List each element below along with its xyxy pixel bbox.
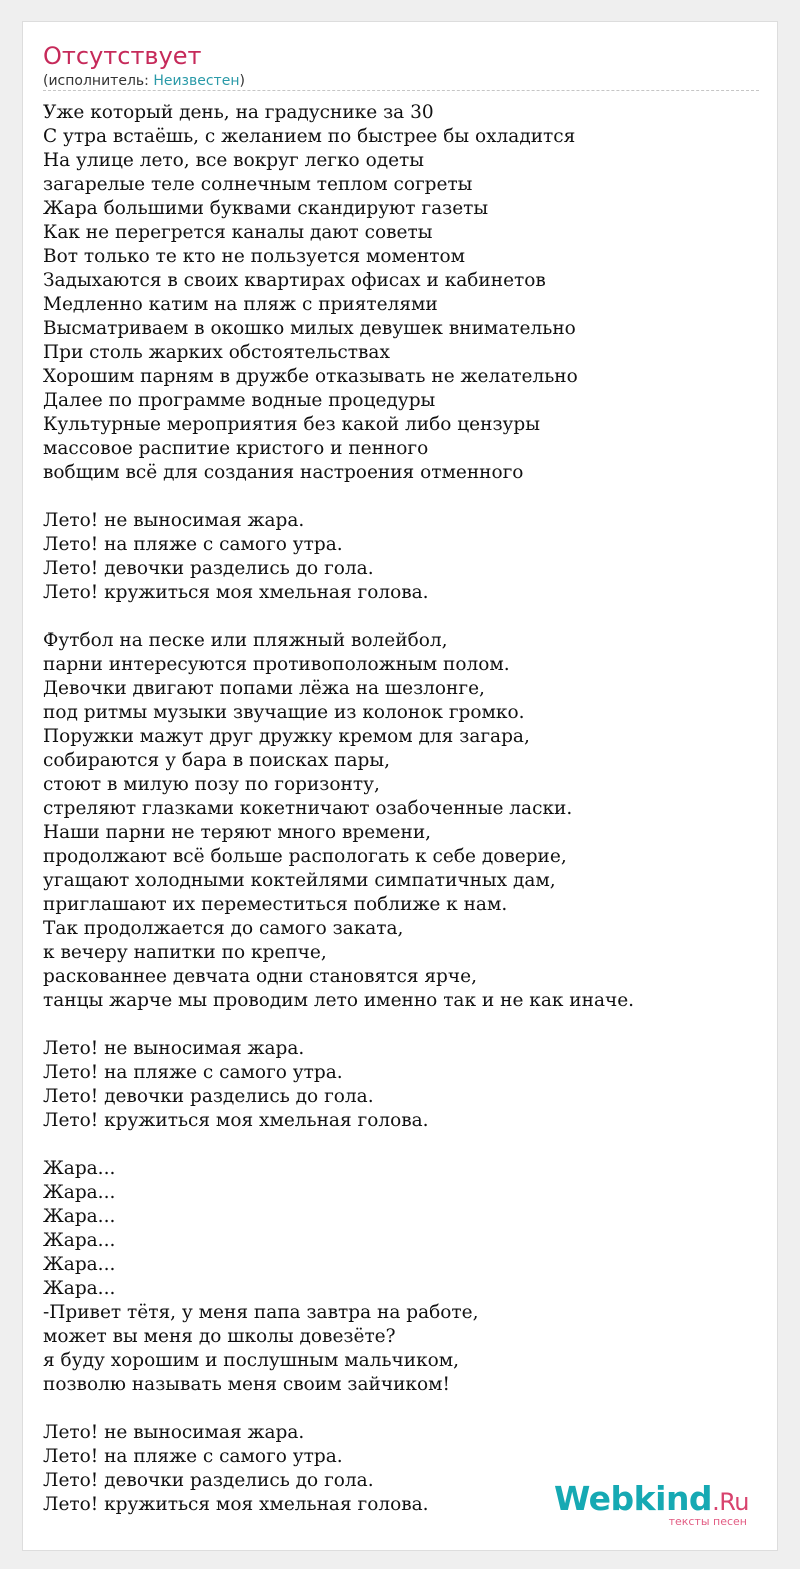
lyric-line: парни интересуются противоположным полом. <box>43 654 510 675</box>
stanza-break <box>43 605 759 629</box>
lyric-line: продолжают всё больше распологать к себе доверие, <box>43 846 567 867</box>
lyric-line: под ритмы музыки звучащие из колонок громко. <box>43 702 525 723</box>
lyric-line: я буду хорошим и послушным мальчиком, <box>43 1350 460 1371</box>
stanza-break <box>43 485 759 509</box>
artist-suffix: ) <box>239 73 245 89</box>
stanza-break <box>43 1133 759 1157</box>
lyric-line: -Привет тётя, у меня папа завтра на работе, <box>43 1302 479 1323</box>
lyric-line: танцы жарче мы проводим лето именно так и не как иначе. <box>43 990 635 1011</box>
logo-tld: .Ru <box>712 1488 749 1516</box>
lyric-line: может вы меня до школы довезёте? <box>43 1326 396 1347</box>
lyric-line: Лето! не выносимая жара. <box>43 510 305 531</box>
song-title: Отсутствует <box>43 42 202 70</box>
lyric-line: Так продолжается до самого заката, <box>43 918 404 939</box>
lyric-line: Лето! кружиться моя хмельная голова. <box>43 1494 429 1515</box>
stanza-break <box>43 1013 759 1037</box>
lyric-line: Поружки мажут друг дружку кремом для загара, <box>43 726 530 747</box>
artist-line <box>43 72 245 90</box>
lyric-line: Лето! девочки разделись до гола. <box>43 1470 374 1491</box>
lyric-line: загарелые теле солнечным теплом согреты <box>43 174 473 195</box>
lyric-line: Хорошим парням в дружбе отказывать не желательно <box>43 366 578 387</box>
lyric-line: к вечеру напитки по крепче, <box>43 942 327 963</box>
lyric-line: Лето! на пляже с самого утра. <box>43 1062 343 1083</box>
artist-link[interactable]: Неизвестен <box>153 73 240 89</box>
site-logo[interactable] <box>554 1481 749 1528</box>
lyric-line: Жара... <box>43 1206 116 1227</box>
lyric-line: вобщим всё для создания настроения отменного <box>43 462 524 483</box>
lyric-line: При столь жарких обстоятельствах <box>43 342 390 363</box>
lyric-line: Уже который день, на градуснике за 30 <box>43 102 434 123</box>
lyric-line: С утра встаёшь, с желанием по быстрее бы охладится <box>43 126 576 147</box>
artist-prefix: (исполнитель: <box>43 73 154 89</box>
lyric-line: Лето! кружиться моя хмельная голова. <box>43 582 429 603</box>
lyric-line: Вот только те кто не пользуется моментом <box>43 246 465 267</box>
lyric-line: Жара... <box>43 1230 116 1251</box>
lyric-line: Далее по программе водные процедуры <box>43 390 436 411</box>
lyric-line: позволю называть меня своим зайчиком! <box>43 1374 450 1395</box>
lyric-line: раскованнее девчата одни становятся ярче, <box>43 966 477 987</box>
lyric-line: Жара... <box>43 1278 116 1299</box>
lyric-line: Жара... <box>43 1182 116 1203</box>
stanza-break <box>43 1397 759 1421</box>
lyric-line: Лето! девочки разделись до гола. <box>43 558 374 579</box>
lyric-line: Как не перегрется каналы дают советы <box>43 222 433 243</box>
lyric-line: Лето! девочки разделись до гола. <box>43 1086 374 1107</box>
lyric-line: Жара... <box>43 1254 116 1275</box>
lyric-line: Лето! на пляже с самого утра. <box>43 1446 343 1467</box>
lyrics-card <box>22 21 778 1551</box>
lyric-line: массовое распитие кристого и пенного <box>43 438 429 459</box>
lyric-line: Лето! на пляже с самого утра. <box>43 534 343 555</box>
logo-tagline: тексты песен <box>668 1515 747 1528</box>
lyric-line: стоют в милую позу по горизонту, <box>43 774 380 795</box>
lyric-line: Жара... <box>43 1158 116 1179</box>
lyric-line: Жара большими буквами скандируют газеты <box>43 198 489 219</box>
logo-name: Webkind <box>553 1479 713 1518</box>
lyric-line: На улице лето, все вокруг легко одеты <box>43 150 425 171</box>
lyric-line: стреляют глазками кокетничают озабоченные ласки. <box>43 798 573 819</box>
lyric-line: Девочки двигают попами лёжа на шезлонге, <box>43 678 485 699</box>
lyric-line: угащают холодными коктейлями симпатичных дам, <box>43 870 556 891</box>
lyric-line: Футбол на песке или пляжный волейбол, <box>43 630 448 651</box>
lyric-line: Медленно катим на пляж с приятелями <box>43 294 438 315</box>
lyric-line: Лето! не выносимая жара. <box>43 1422 305 1443</box>
lyrics-text <box>43 101 759 1517</box>
lyric-line: Наши парни не теряют много времени, <box>43 822 432 843</box>
lyric-line: приглашают их переместиться поближе к нам. <box>43 894 508 915</box>
lyric-line: Высматриваем в окошко милых девушек внимательно <box>43 318 576 339</box>
title-divider <box>43 90 759 91</box>
lyric-line: Лето! не выносимая жара. <box>43 1038 305 1059</box>
lyric-line: Культурные мероприятия без какой либо цензуры <box>43 414 540 435</box>
lyric-line: собираются у бара в поисках пары, <box>43 750 390 771</box>
lyric-line: Лето! кружиться моя хмельная голова. <box>43 1110 429 1131</box>
lyric-line: Задыхаются в своих квартирах офисах и кабинетов <box>43 270 546 291</box>
